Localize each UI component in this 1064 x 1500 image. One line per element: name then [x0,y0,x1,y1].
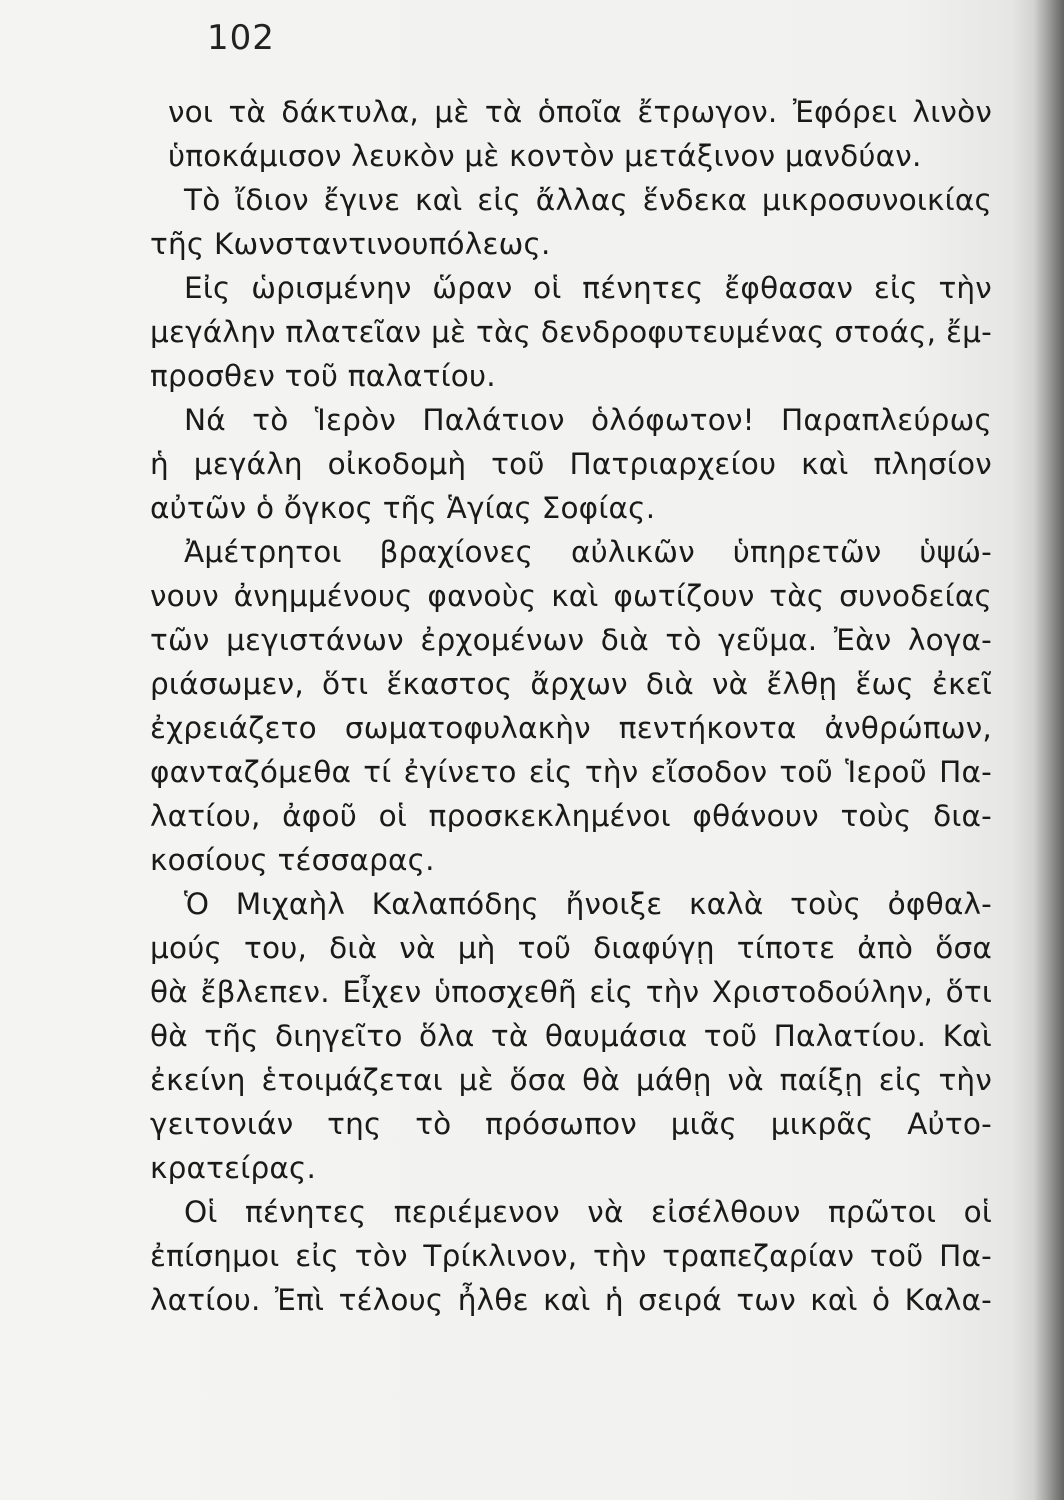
text-line: θὰ ἔβλεπεν. Εἶχεν ὑποσχεθῆ εἰς τὴν Χριστοδούλην, ὅτι [150,975,992,1009]
text-line: τῆς Κωνσταντινουπόλεως. [150,227,551,261]
text-line: Οἱ πένητες περιέμενον νὰ εἰσέλθουν πρῶτοι οἱ [184,1195,992,1229]
text-line: τῶν μεγιστάνων ἐρχομένων διὰ τὸ γεῦμα. Ἐὰν λογα- [150,623,992,657]
text-line: προσθεν τοῦ παλατίου. [150,359,496,393]
text-line: ὑποκάμισον λευκὸν μὲ κοντὸν μετάξινον μανδύαν. [168,139,922,173]
text-line: Ὁ Μιχαὴλ Καλαπόδης ἤνοιξε καλὰ τοὺς ὀφθαλ- [184,887,992,921]
page-number: 102 [207,18,275,58]
text-line: αὐτῶν ὁ ὄγκος τῆς Ἁγίας Σοφίας. [150,491,656,525]
text-line: μούς του, διὰ νὰ μὴ τοῦ διαφύγῃ τίποτε ἀπὸ ὅσα [150,931,992,965]
text-line: μεγάλην πλατεῖαν μὲ τὰς δενδροφυτευμένας στοάς, ἔμ- [150,315,992,349]
text-line: κρατείρας. [150,1151,317,1185]
text-line: ἡ μεγάλη οἰκοδομὴ τοῦ Πατριαρχείου καὶ πλησίον [150,447,992,481]
text-line: θὰ τῆς διηγεῖτο ὅλα τὰ θαυμάσια τοῦ Παλατίου. Καὶ [150,1019,992,1053]
text-line: Νά τὸ Ἱερὸν Παλάτιον ὁλόφωτον! Παραπλεύρως [184,403,992,437]
text-line: φανταζόμεθα τί ἐγίνετο εἰς τὴν εἴσοδον τοῦ Ἱεροῦ Πα- [150,755,992,789]
text-line: λατίου, ἀφοῦ οἱ προσκεκλημένοι φθάνουν τοὺς δια- [150,799,992,833]
page-edge-shadow [1034,0,1064,1500]
text-line: ἐκείνη ἑτοιμάζεται μὲ ὅσα θὰ μάθῃ νὰ παίξῃ εἰς τὴν [150,1063,992,1097]
text-line: Εἰς ὡρισμένην ὥραν οἱ πένητες ἔφθασαν εἰς τὴν [184,271,992,305]
text-line: νοι τὰ δάκτυλα, μὲ τὰ ὁποῖα ἔτρωγον. Ἐφόρει λινὸν [168,95,992,129]
text-line: ριάσωμεν, ὅτι ἕκαστος ἄρχων διὰ νὰ ἔλθῃ ἕως ἐκεῖ [150,667,992,701]
text-line: κοσίους τέσσαρας. [150,843,435,877]
text-line: Ἀμέτρητοι βραχίονες αὐλικῶν ὑπηρετῶν ὑψώ- [184,535,992,569]
text-line: νουν ἀνημμένους φανοὺς καὶ φωτίζουν τὰς συνοδείας [150,579,992,613]
text-line: ἐπίσημοι εἰς τὸν Τρίκλινον, τὴν τραπεζαρίαν τοῦ Πα- [150,1239,992,1273]
text-line: ἐχρειάζετο σωματοφυλακὴν πεντήκοντα ἀνθρώπων, [150,711,992,745]
text-line: λατίου. Ἐπὶ τέλους ἦλθε καὶ ἡ σειρά των καὶ ὁ Καλα- [150,1283,992,1317]
body-text [150,90,992,1322]
text-line: γειτονιάν της τὸ πρόσωπον μιᾶς μικρᾶς Αὐτο- [150,1107,992,1141]
text-line: Τὸ ἴδιον ἔγινε καὶ εἰς ἄλλας ἕνδεκα μικροσυνοικίας [184,183,992,217]
